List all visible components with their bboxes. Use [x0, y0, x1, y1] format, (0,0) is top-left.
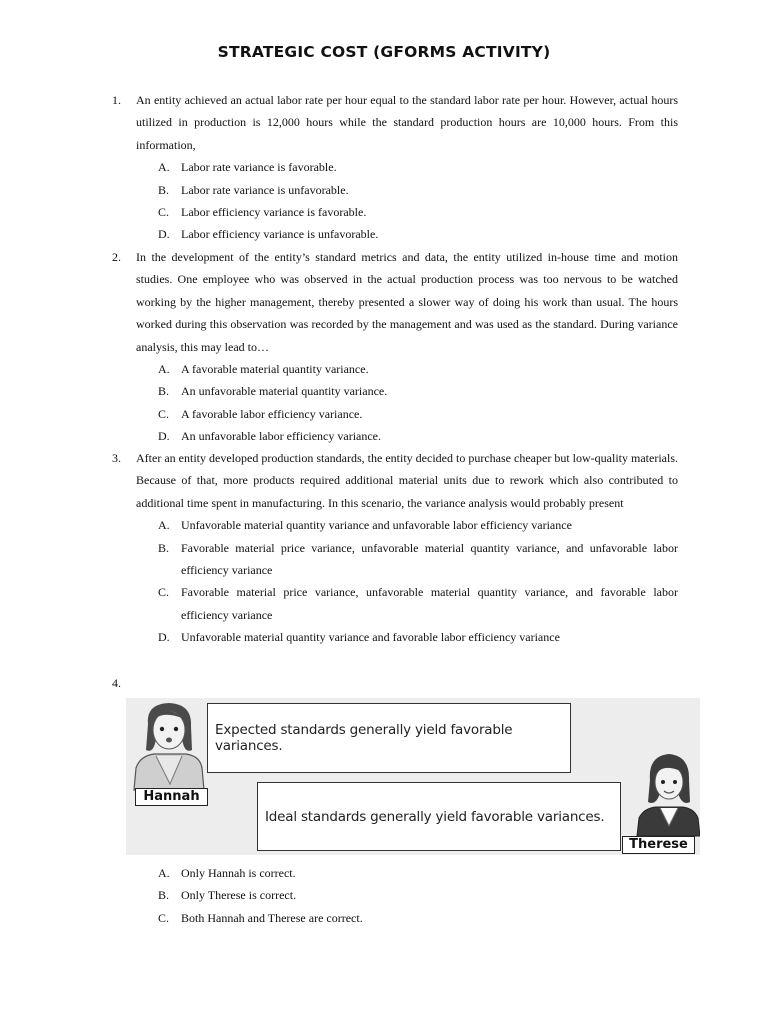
- option-letter: D.: [158, 429, 170, 444]
- option-text: Labor efficiency variance is unfavorable.: [181, 227, 379, 242]
- option-letter: A.: [158, 866, 170, 880]
- question-2: [112, 246, 678, 448]
- therese-statement: Ideal standards generally yield favorable variances.: [265, 808, 605, 825]
- option-letter: A.: [158, 518, 170, 533]
- hannah-statement: Expected standards generally yield favorable variances.: [215, 722, 513, 754]
- option-c[interactable]: [158, 201, 678, 223]
- question-number: 3.: [112, 451, 121, 465]
- option-letter: B.: [158, 540, 170, 555]
- option-text: Labor rate variance is favorable.: [181, 160, 337, 175]
- option-c[interactable]: [158, 403, 678, 425]
- option-text: Unfavorable material quantity variance and favorable labor efficiency variance: [181, 630, 560, 645]
- option-a[interactable]: [158, 156, 678, 178]
- option-text: Labor efficiency variance is favorable.: [181, 205, 367, 220]
- option-text: Favorable material price variance, unfavorable material quantity variance, and favorable labor efficiency variance: [181, 585, 678, 622]
- option-b[interactable]: [158, 537, 678, 582]
- option-letter: C.: [158, 205, 170, 220]
- option-letter: B.: [158, 384, 170, 399]
- option-letter: C.: [158, 585, 170, 600]
- question-4-illustration: [126, 698, 700, 855]
- hannah-figure: [134, 703, 204, 790]
- therese-speech-bubble: [257, 782, 621, 851]
- option-letter: C.: [158, 406, 170, 421]
- option-letter: D.: [158, 630, 170, 645]
- option-letter: A.: [158, 160, 170, 175]
- question-4-options: [158, 862, 678, 929]
- therese-figure: [637, 754, 700, 836]
- option-letter: D.: [158, 227, 170, 242]
- option-text: Only Hannah is correct.: [181, 866, 296, 880]
- question-stem: An entity achieved an actual labor rate per hour equal to the standard labor rate per hour. However, actual hours utilized in production is 12,000 hours while the standard production hours are 10,000 hours. From this information,: [136, 93, 678, 152]
- option-c[interactable]: [158, 581, 678, 626]
- option-text: An unfavorable labor efficiency variance.: [181, 429, 382, 444]
- hannah-nametag: Hannah: [135, 788, 208, 806]
- option-text: A favorable material quantity variance.: [181, 362, 369, 377]
- option-b[interactable]: [158, 179, 678, 201]
- option-d[interactable]: [158, 626, 678, 648]
- option-text: Favorable material price variance, unfavorable material quantity variance, and unfavorable labor efficiency variance: [181, 540, 678, 578]
- option-d[interactable]: [158, 425, 678, 447]
- question-stem: In the development of the entity’s standard metrics and data, the entity utilized in-house time and motion studies. One employee who was observed in the actual production process was too nervous to be watched working by the higher management, thereby presented a slower way of doing his work than usual. The hours worked during this observation was recorded by the management and was used as the standard. During variance analysis, this may lead to…: [136, 250, 678, 354]
- option-text: Labor rate variance is unfavorable.: [181, 182, 349, 197]
- option-d[interactable]: [158, 223, 678, 245]
- option-a[interactable]: [158, 862, 678, 884]
- question-1: [112, 89, 678, 246]
- option-letter: B.: [158, 888, 170, 903]
- option-text: Only Therese is correct.: [181, 888, 297, 903]
- question-3: [112, 447, 678, 649]
- option-b[interactable]: [158, 380, 678, 402]
- page-title: STRATEGIC COST (GFORMS ACTIVITY): [217, 43, 551, 61]
- question-number: 4.: [112, 676, 121, 690]
- question-stem: After an entity developed production standards, the entity decided to purchase cheaper but low-quality materials. Because of that, more products required additional material units due to rework which also contributed to additional time spent in manufacturing. In this scenario, the variance analysis would probably present: [136, 451, 678, 510]
- therese-nametag: Therese: [622, 836, 695, 854]
- option-text: An unfavorable material quantity variance.: [181, 384, 388, 399]
- option-text: Unfavorable material quantity variance and unfavorable labor efficiency variance: [181, 518, 572, 533]
- question-number: 2.: [112, 250, 121, 264]
- option-text: A favorable labor efficiency variance.: [181, 406, 363, 421]
- option-text: Both Hannah and Therese are correct.: [181, 910, 363, 925]
- option-c[interactable]: [158, 907, 678, 929]
- option-a[interactable]: [158, 514, 678, 536]
- option-b[interactable]: [158, 884, 678, 906]
- hannah-speech-bubble: [207, 703, 571, 773]
- option-letter: B.: [158, 182, 170, 197]
- question-number: 1.: [112, 93, 121, 107]
- option-letter: A.: [158, 362, 170, 377]
- option-letter: C.: [158, 910, 170, 925]
- option-a[interactable]: [158, 358, 678, 380]
